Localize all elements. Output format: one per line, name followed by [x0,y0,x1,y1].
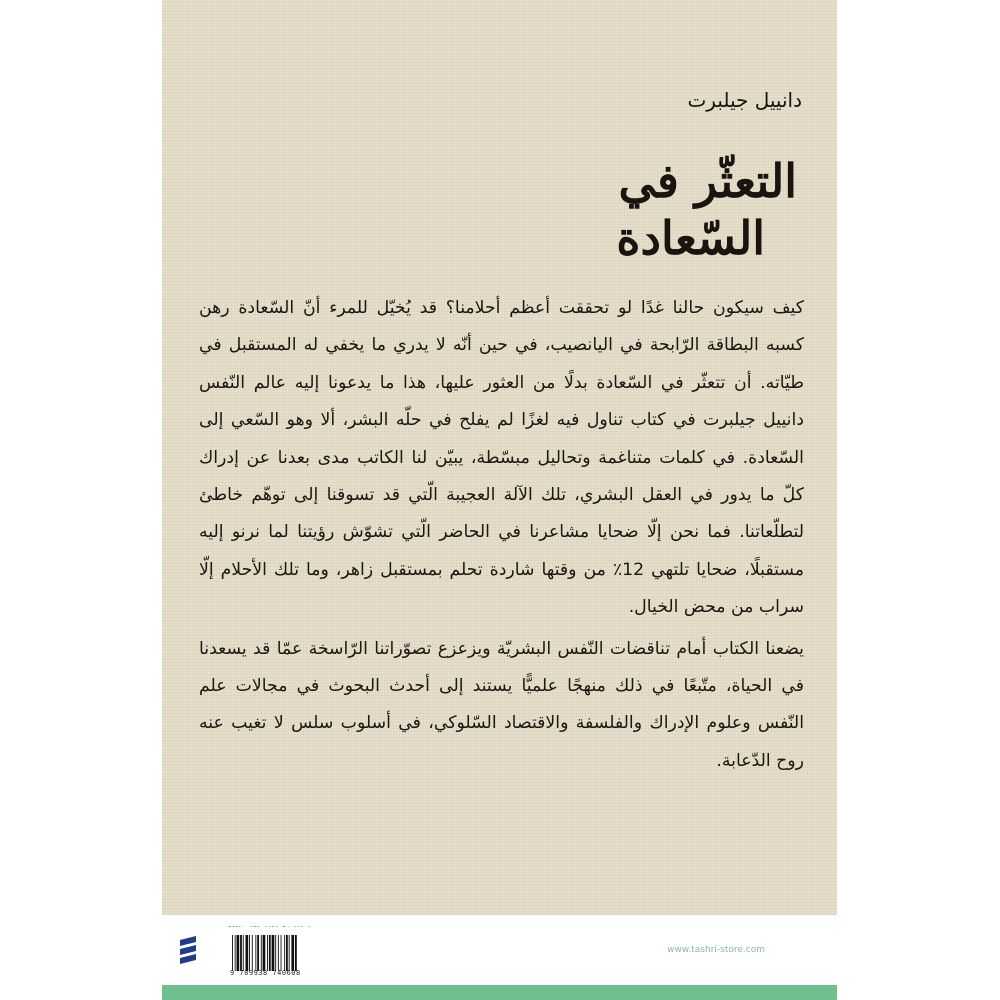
book-cover [162,0,837,915]
author-name: دانييل جيلبرت [687,88,802,112]
barcode-number: 9 789938 740608 [230,969,301,977]
blurb-paragraph-2: يضعنا الكتاب أمام تناقضات النّفس البشريّة ويزعزع تصوّراتنا الرّاسخة عمّا قد يسعدنا في الحياة، متّبعًا في ذلك منهجًا علميًّا يستند إلى أحدث البحوث في مجالات علم النّفس وعلوم الإدراك والفلسفة والاقتصاد السّلوكي، في أسلوب سلس لا تغيب عنه روح الدّعابة. [199,638,804,771]
blurb-paragraph-1: كيف سيكون حالنا غدًا لو تحققت أعظم أحلامنا؟ قد يُخيّل للمرء أنّ السّعادة رهن كسبه البطاقة الرّابحة في اليانصيب، في حين أنّه لا يدري ما يخفي له المستقبل في طيّاته. أن تتعثّر في السّعادة بدلًا من العثور عليها، هذا ما يدعونا إليه عالم النّفس دانييل جيلبرت في كتاب تناول فيه لغزًا لم يفلح في حلّه البشر، ألا وهو السّعي إلى السّعادة. في كلمات متناغمة وتحاليل مبسّطة، يبيّن لنا الكاتب مدى بعدنا عن إدراك كلّ ما يدور في العقل البشري، تلك الآلة العجيبة الّتي قد تسوقنا إلى توهّم خاطئ لتطلّعاتنا. فما نحن إلّا ضحايا مشاعرنا في الحاضر الّتي تشوّش رؤيتنا لما نرنو إليه مستقبلًا، ضحايا تلتهي 12٪ من وقتها شاردة تحلم بمستقبل زاهر، وما تلك الأحلام إلّا سراب من محض الخيال. [199,298,804,618]
blurb [199,290,804,780]
publisher-website: www.tashri-store.com [667,945,765,955]
back-footer [162,915,837,985]
publisher-logo-icon [176,935,200,971]
green-strip [162,985,837,1000]
book-title-line1: التعثّر في [618,154,797,208]
book-title-line2: السّعادة [616,211,765,265]
